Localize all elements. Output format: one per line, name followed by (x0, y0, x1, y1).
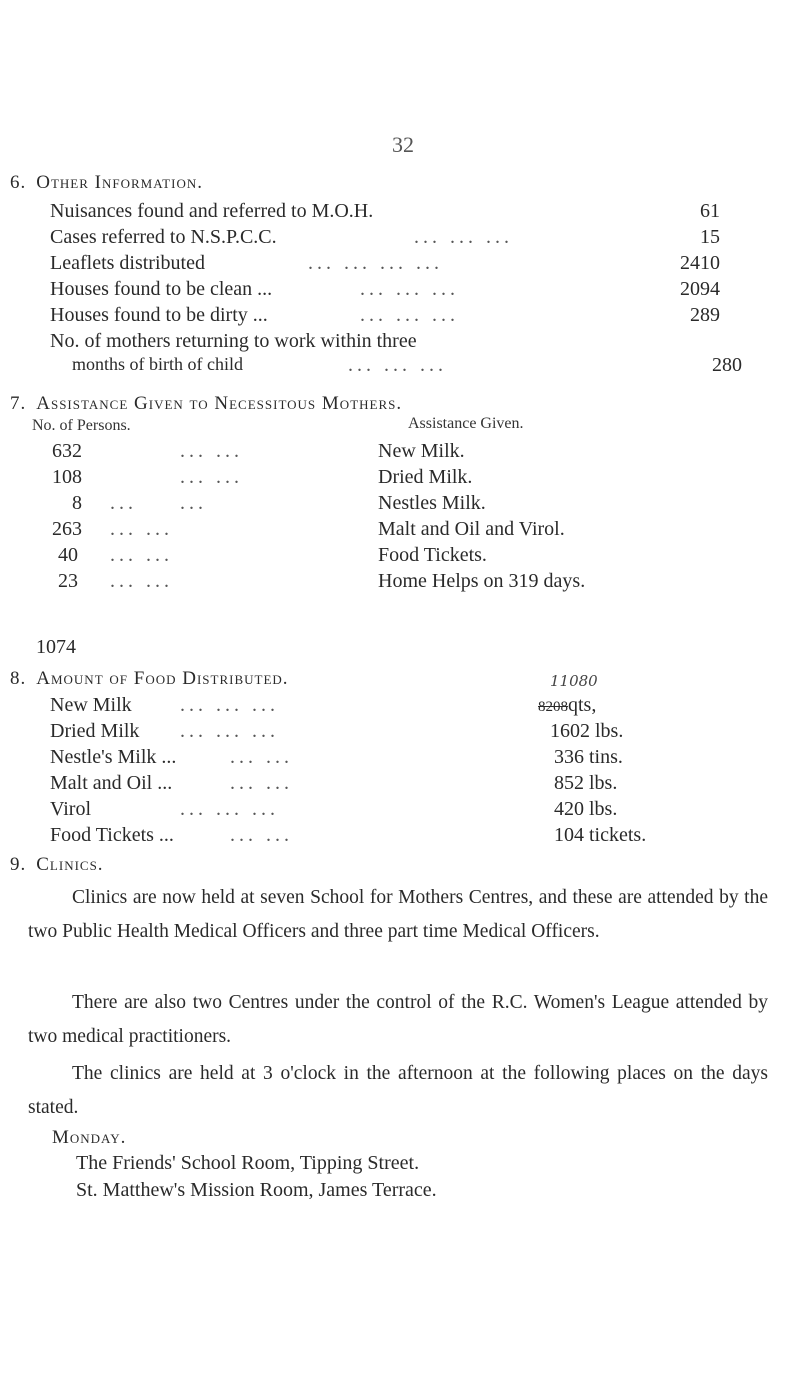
leader-dots: ... ... ... (360, 278, 459, 300)
item-value: 420 lbs. (554, 798, 618, 820)
leader-dots: ... ... ... (360, 304, 459, 326)
handwritten-correction: 11080 (550, 672, 598, 690)
list-item (50, 746, 770, 772)
item-value: 2410 (680, 252, 720, 274)
item-label: Houses found to be clean ... (50, 278, 273, 300)
persons-count: 263 (52, 518, 82, 540)
list-item (50, 694, 770, 720)
item-label: Malt and Oil ... (50, 772, 173, 794)
section-9-heading (10, 854, 104, 876)
section-8-number: 8. (10, 668, 27, 689)
leader-dots: ... ... ... (348, 354, 447, 376)
leader-dots: ... ... ... (180, 798, 279, 820)
section-6-heading (10, 172, 203, 194)
section-6-title: Other Information. (36, 172, 203, 193)
section-9-number: 9. (10, 854, 27, 875)
leader-dots: ... ... (230, 824, 293, 846)
item-value: 336 tins. (554, 746, 623, 768)
table-row (0, 466, 800, 492)
list-item (50, 720, 770, 746)
leader-dots: ... (180, 492, 207, 514)
leader-dots: ... (110, 492, 137, 514)
paragraph-text: Clinics are now held at seven School for Mothers Centres, and these are attended by the two Public Health Medical Officers and three part time Medical Officers. (28, 887, 768, 942)
list-item (50, 798, 770, 824)
section-7-title: Assistance Given to Necessitous Mothers. (36, 393, 403, 414)
section-7-number: 7. (10, 393, 27, 414)
leader-dots: ... ... (110, 518, 173, 540)
leader-dots: ... ... (110, 544, 173, 566)
section-8-heading (10, 668, 289, 690)
clinic-place: The Friends' School Room, Tipping Street. (76, 1152, 420, 1174)
column-header-assistance: Assistance Given. (408, 415, 524, 432)
item-label: Dried Milk (50, 720, 140, 742)
item-label: Virol (50, 798, 92, 820)
assistance-type: Food Tickets. (378, 544, 487, 566)
item-label: New Milk (50, 694, 132, 716)
item-label-line1: No. of mothers returning to work within three (50, 330, 417, 352)
list-item (50, 252, 770, 278)
table-row (0, 570, 800, 596)
persons-count: 8 (72, 492, 82, 514)
paragraph (28, 881, 768, 949)
list-item (50, 278, 770, 304)
clinic-place: St. Matthew's Mission Room, James Terrace. (76, 1179, 437, 1201)
item-value: 1602 lbs. (550, 720, 624, 742)
assistance-type: New Milk. (378, 440, 465, 462)
item-value: 104 tickets. (554, 824, 647, 846)
leader-dots: ... ... (230, 772, 293, 794)
page-number: 32 (392, 132, 414, 157)
item-label: Cases referred to N.S.P.C.C. (50, 226, 277, 248)
item-label: Nestle's Milk ... (50, 746, 177, 768)
list-item (72, 354, 770, 380)
list-item (50, 226, 770, 252)
item-label: Houses found to be dirty ... (50, 304, 268, 326)
item-value: 2094 (680, 278, 720, 300)
item-label: Leaflets distributed (50, 252, 205, 274)
section-8-title: Amount of Food Distributed. (36, 668, 289, 689)
item-value: 289 (690, 304, 720, 326)
leader-dots: ... ... (180, 466, 243, 488)
leader-dots: ... ... ... (414, 226, 513, 248)
section-7-heading (10, 393, 402, 415)
leader-dots: ... ... ... (180, 694, 279, 716)
paragraph (28, 986, 768, 1054)
item-label: Food Tickets ... (50, 824, 174, 846)
persons-count: 23 (58, 570, 78, 592)
item-value: 852 lbs. (554, 772, 618, 794)
day-heading: Monday. (52, 1127, 127, 1148)
persons-count: 632 (52, 440, 82, 462)
assistance-type: Home Helps on 319 days. (378, 570, 586, 592)
paragraph-text: There are also two Centres under the control of the R.C. Women's League attended by two medical practitioners. (28, 992, 768, 1047)
list-item (50, 824, 770, 850)
paragraph (28, 1057, 768, 1125)
item-value: 15 (700, 226, 720, 248)
list-item (50, 200, 770, 226)
leader-dots: ... ... (230, 746, 293, 768)
assistance-type: Nestles Milk. (378, 492, 486, 514)
paragraph-text: The clinics are held at 3 o'clock in the afternoon at the following places on the days stated. (28, 1063, 768, 1118)
table-row (0, 492, 800, 518)
assistance-type: Dried Milk. (378, 466, 473, 488)
persons-total: 1074 (36, 636, 76, 658)
table-row (0, 440, 800, 466)
assistance-type: Malt and Oil and Virol. (378, 518, 565, 540)
persons-count: 40 (58, 544, 78, 566)
item-value: 61 (700, 200, 720, 222)
leader-dots: ... ... (110, 570, 173, 592)
item-value: 280 (712, 354, 742, 376)
table-row (0, 544, 800, 570)
item-label-line2: months of birth of child (72, 354, 243, 374)
leader-dots: ... ... ... ... (308, 252, 443, 274)
section-9-title: Clinics. (36, 854, 104, 875)
list-item (50, 772, 770, 798)
section-6-number: 6. (10, 172, 27, 193)
leader-dots: ... ... (180, 440, 243, 462)
leader-dots: ... ... ... (180, 720, 279, 742)
table-row (0, 518, 800, 544)
item-label: Nuisances found and referred to M.O.H. (50, 200, 374, 222)
list-item (50, 304, 770, 330)
column-header-persons: No. of Persons. (32, 417, 131, 434)
struck-value: 8208 (538, 699, 568, 715)
persons-count: 108 (52, 466, 82, 488)
item-value: qts, (568, 694, 597, 716)
